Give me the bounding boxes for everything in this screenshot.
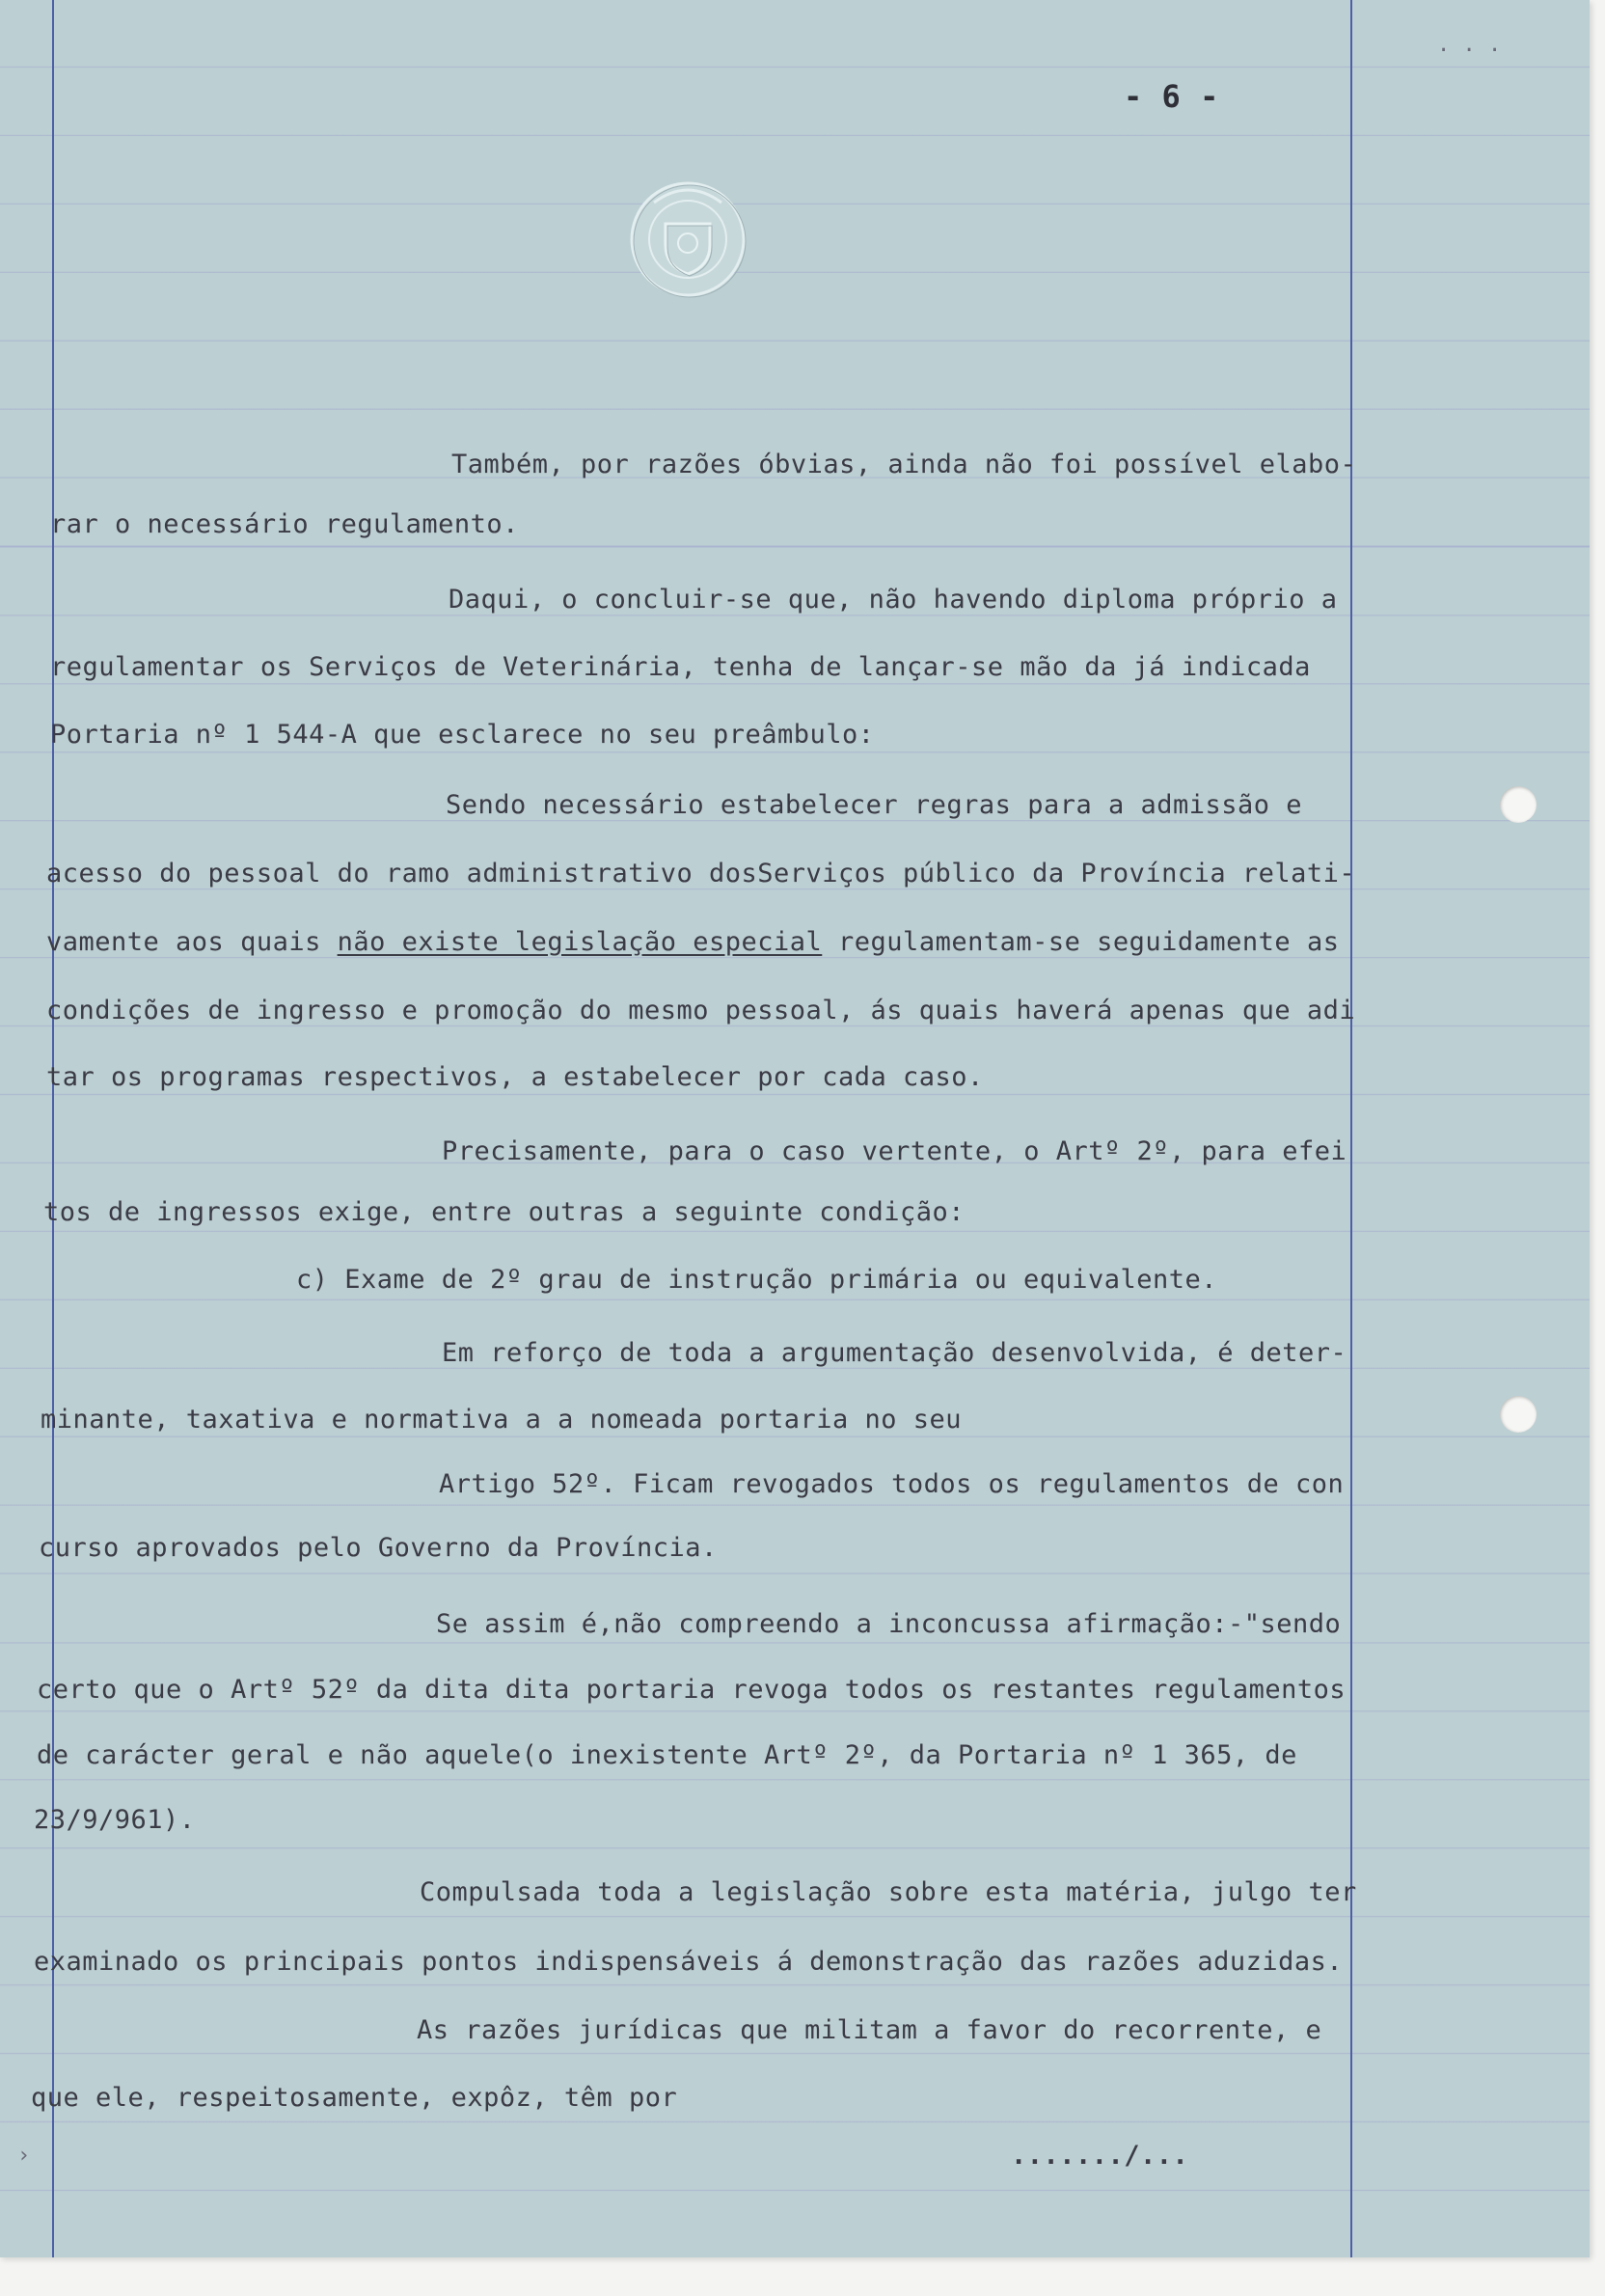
text-line: de carácter geral e não aquele(o inexistente Artº 2º, da Portaria nº 1 365, de (37, 1740, 1297, 1770)
text-line: Compulsada toda a legislação sobre esta matéria, julgo ter (420, 1877, 1357, 1907)
text-line: c) Exame de 2º grau de instrução primária ou equivalente. (296, 1265, 1218, 1295)
text-line: Artigo 52º. Ficam revogados todos os regulamentos de con (439, 1469, 1345, 1499)
text-line: regulamentar os Serviços de Veterinária, tenha de lançar-se mão da já indicada (50, 652, 1311, 682)
stray-mark: › (17, 2144, 31, 2168)
text-line: Sendo necessário estabelecer regras para a admissão e (446, 790, 1303, 820)
text-line: acesso do pessoal do ramo administrativo dosServiços público da Província relati- (46, 859, 1356, 888)
text-line: Portaria nº 1 544-A que esclarece no seu preâmbulo: (50, 720, 875, 750)
text-line: Precisamente, para o caso vertente, o Artº 2º, para efei (442, 1136, 1347, 1166)
continuation-mark: ......./... (1011, 2141, 1189, 2171)
text-line: minante, taxativa e normativa a a nomeada portaria no seu (41, 1405, 963, 1435)
underlined-phrase: não existe legislação especial (337, 927, 823, 957)
text-line: Em reforço de toda a argumentação desenvolvida, é deter- (442, 1338, 1347, 1368)
text-line: Se assim é,não compreendo a inconcussa afirmação:-"sendo (436, 1609, 1342, 1639)
text-line: rar o necessário regulamento. (50, 509, 519, 539)
text-segment: vamente aos quais (46, 927, 338, 957)
text-segment: regulamentam-se seguidamente as (822, 927, 1340, 957)
text-line: condições de ingresso e promoção do mesmo pessoal, ás quais haverá apenas que adi (46, 996, 1356, 1025)
page-number: - 6 - (1124, 78, 1219, 115)
embossed-seal-icon (625, 174, 750, 299)
punch-hole (1500, 786, 1537, 823)
text-line: tar os programas respectivos, a estabelecer por cada caso. (46, 1062, 984, 1092)
text-line: certo que o Artº 52º da dita dita portaria revoga todos os restantes regulamentos (37, 1675, 1347, 1705)
punch-hole (1500, 1396, 1537, 1433)
stray-mark: · · · (1437, 39, 1502, 63)
text-line: 23/9/961). (34, 1805, 196, 1835)
text-line: tos de ingressos exige, entre outras a seguinte condição: (43, 1197, 966, 1227)
text-line: que ele, respeitosamente, expôz, têm por (31, 2083, 678, 2113)
text-line (46, 926, 1339, 959)
text-line: As razões jurídicas que militam a favor do recorrente, e (417, 2015, 1322, 2045)
text-line: Também, por razões óbvias, ainda não foi possível elabo- (451, 450, 1357, 479)
left-margin-rule (52, 0, 54, 2257)
text-line: curso aprovados pelo Governo da Província. (39, 1533, 718, 1563)
text-line: Daqui, o concluir-se que, não havendo diploma próprio a (449, 585, 1338, 615)
text-line: examinado os principais pontos indispensáveis á demonstração das razões aduzidas. (34, 1947, 1344, 1977)
right-margin-rule (1350, 0, 1352, 2257)
